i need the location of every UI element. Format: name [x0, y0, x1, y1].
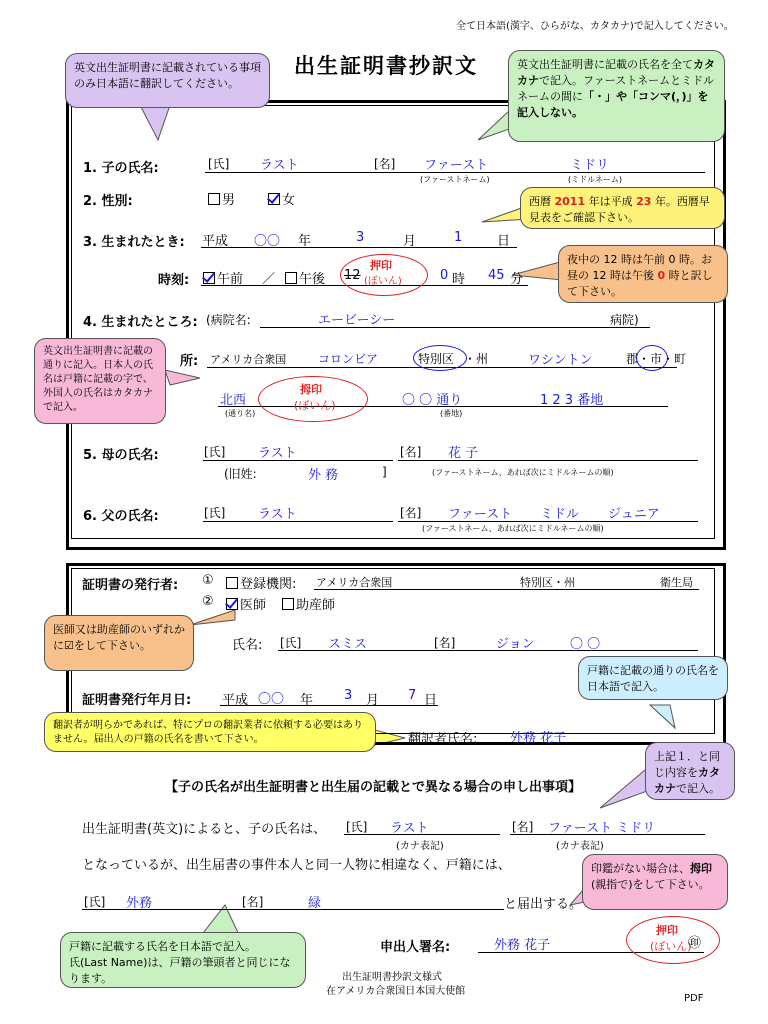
issue-month-unit: 月: [366, 693, 380, 708]
birth-time-label: 3. 生まれたとき:: [83, 235, 185, 250]
birth-year-unit: 年: [298, 234, 312, 249]
callout-address: 英文出生証明書に記載の通りに記入。日本人の氏名は戸籍に記載の字で、外国人の氏名はカタカナで記入。: [34, 338, 166, 424]
minute-value: 45: [488, 268, 505, 283]
birth-day-unit: 日: [497, 234, 511, 249]
seal-mark-icon: ㊞: [688, 936, 702, 951]
mother-mei-line: [398, 443, 698, 461]
birth-era: 平成: [202, 234, 229, 249]
am-option: 午前: [203, 268, 243, 287]
hospital-prefix: (病院名:: [206, 313, 251, 327]
address-label: 所:: [180, 354, 199, 369]
decl-line-1: 出生証明書(英文)によると、子の氏名は、: [82, 822, 327, 837]
registry-option: 登録機関:: [226, 573, 296, 592]
decl-kana-1: (カナ表記): [396, 841, 444, 852]
mother-name-label: 5. 母の氏名:: [83, 448, 159, 463]
decl-line-2: となっているが、出生届書の事件本人と同一人物に相違なく、戸籍には、: [82, 858, 511, 873]
pm-option: 午後: [285, 268, 325, 287]
registry-state: 特別区・州: [520, 576, 575, 589]
father-first-name: ファースト: [448, 507, 513, 522]
midwife-option: 助産師: [282, 594, 335, 613]
callout-translate-only: 英文出生証明書に記載されている事項のみ日本語に翻訳してください。: [65, 53, 270, 108]
address-state-suffix: ・州: [464, 352, 489, 366]
male-checkbox[interactable]: [208, 193, 220, 205]
child-last-name: ラスト: [260, 158, 299, 173]
applicant-label: 申出人署名:: [380, 940, 451, 955]
father-note: (ファーストネーム、あれば次にミドルネームの順): [422, 524, 604, 533]
doctor-last-name: スミス: [328, 637, 368, 652]
child-middle-name: ミドリ: [570, 158, 610, 173]
callout-same-katakana: 上記１．と同じ内容をカタカナで記入。: [645, 742, 735, 800]
child-shi-label: [氏]: [208, 157, 230, 171]
issue-month-value: 3: [344, 688, 353, 703]
pdf-label: PDF: [684, 993, 704, 1004]
father-name-label: 6. 父の氏名:: [83, 509, 159, 524]
doctor-shi-label: [氏]: [280, 636, 302, 650]
address-city: コロンビア: [318, 352, 379, 366]
issuer-n1: ①: [202, 573, 214, 588]
father-middle-name: ミドル: [540, 507, 580, 522]
ampm-slash: ／: [262, 272, 276, 287]
hospital-suffix: 病院): [610, 313, 639, 327]
middle-name-note: (ミドルネーム): [568, 175, 623, 184]
seal-1-label: 押印: [370, 259, 392, 272]
doctor-checkbox[interactable]: [226, 598, 238, 610]
top-note: 全て日本語(漢字、ひらがな、カタカナ)で記入してください。: [456, 21, 734, 32]
decl-shi-label: [氏]: [346, 820, 368, 834]
hour-value: 0: [440, 268, 449, 283]
seal-2-sub: (ぼいん): [294, 399, 336, 412]
section-heading: 【子の氏名が出生証明書と出生届の記載とで異なる場合の申し出事項】: [165, 780, 582, 795]
decl-koseki-last-name: 外務: [126, 896, 153, 911]
seal-2-label: 拇印: [300, 383, 322, 396]
sex-male: 男: [208, 189, 235, 208]
callout-koseki-japanese: 戸籍に記載する氏名を日本語で記入。 氏(Last Name)は、戸籍の筆頭者と同じになります。: [60, 932, 306, 988]
translator-name: 外務 花子: [510, 731, 567, 746]
father-mei-label: [名]: [400, 506, 422, 520]
pm-checkbox[interactable]: [285, 272, 297, 284]
first-name-note: (ファーストネーム): [420, 175, 490, 184]
doctor-first-name: ジョン: [496, 637, 535, 652]
seal-1-sub: (ぼいん): [364, 276, 402, 287]
issue-day-unit: 日: [424, 693, 438, 708]
sex-female: 女: [268, 189, 295, 208]
mother-first-name: 花 子: [448, 446, 479, 461]
registry-country: アメリカ合衆国: [316, 576, 393, 589]
decl-koseki-mei-label: [名]: [242, 895, 264, 909]
street-note: (通り名): [225, 409, 256, 418]
issue-day-value: 7: [408, 688, 417, 703]
decl-koseki-shi-label: [氏]: [84, 895, 106, 909]
issuer-label: 証明書の発行者:: [82, 578, 179, 593]
decl-last-name: ラスト: [390, 821, 429, 836]
registry-dept: 衛生局: [660, 576, 693, 589]
address-state: ワシントン: [528, 353, 593, 368]
callout-year-conversion: 西暦 2011 年は平成 23 年。西暦早見表をご確認下さい。: [520, 187, 725, 229]
decl-first-name: ファースト ミドリ: [548, 821, 656, 836]
issue-era: 平成: [222, 693, 249, 708]
female-checkbox[interactable]: [268, 193, 280, 205]
seal-3-sub: (ぼいん): [650, 940, 692, 953]
callout-thumbprint: 印鑑がない場合は、拇印(親指で)をして下さい。: [582, 854, 728, 910]
issue-year-unit: 年: [300, 693, 314, 708]
hospital-name: エービーシー: [318, 313, 396, 328]
father-shi-line: [203, 504, 393, 522]
maiden-label: (旧姓:: [224, 467, 257, 481]
footer-embassy: 在アメリカ合衆国日本国大使館: [326, 986, 466, 997]
address-district: 特別区: [418, 352, 455, 366]
father-shi-label: [氏]: [204, 506, 226, 520]
hour-unit: 時: [452, 272, 466, 287]
page-title: 出生証明書抄訳文: [290, 50, 482, 80]
child-name-label: 1. 子の氏名:: [83, 161, 159, 176]
decl-kana-2: (カナ表記): [556, 841, 604, 852]
issue-date-label: 証明書発行年月日:: [82, 693, 192, 708]
doctor-name-label: 氏名:: [232, 638, 263, 653]
callout-midnight: 夜中の 12 時は午前 0 時。お昼の 12 時は午後 0 時と訳して下さい。: [558, 245, 728, 303]
maiden-close: ]: [382, 465, 387, 479]
callout-doctor: 医師又は助産師のいずれかに☑をして下さい。: [44, 615, 194, 671]
father-last-name: ラスト: [258, 507, 297, 522]
doctor-option: 医師: [226, 594, 266, 613]
callout-katakana: 英文出生証明書に記載の氏名を全てカタカナで記入。ファーストネームとミドルネームの間に「・」や「コンマ(，)」を記入しない。: [508, 50, 725, 142]
birth-place-label: 4. 生まれたところ:: [83, 315, 198, 330]
birth-year-value: 〇〇: [254, 234, 281, 249]
decl-line-3: と届出する。: [504, 897, 583, 912]
address-shi: ・市: [638, 352, 663, 366]
minute-unit: 分: [510, 272, 524, 287]
address-country: アメリカ合衆国: [210, 353, 287, 366]
mother-note: (ファーストネーム、あれば次にミドルネームの順): [432, 468, 614, 477]
address-number: 1 2 3 番地: [540, 393, 604, 408]
mother-last-name: ラスト: [258, 446, 297, 461]
decl-mei-label: [名]: [512, 820, 534, 834]
issuer-n2: ②: [202, 594, 214, 609]
birth-day-value: 1: [454, 230, 463, 245]
seal-3-label: 押印: [656, 924, 678, 937]
mother-mei-label: [名]: [400, 445, 422, 459]
father-suffix: ジュニア: [608, 507, 660, 522]
doctor-middle-name: 〇 〇: [570, 637, 601, 652]
address-gun: 郡: [626, 352, 639, 366]
maiden-name: 外 務: [308, 468, 339, 483]
time-label: 時刻:: [158, 273, 190, 288]
mother-shi-line: [203, 443, 393, 461]
doctor-mei-label: [名]: [434, 636, 456, 650]
applicant-name: 外務 花子: [494, 938, 551, 953]
child-first-name: ファースト: [424, 158, 489, 173]
address-machi: ・町: [662, 352, 687, 366]
address-street-name: 〇 〇 通り: [402, 393, 463, 408]
decl-koseki-first-name: 緑: [308, 896, 322, 911]
issue-date-line: [220, 688, 438, 706]
address-street: 北西: [220, 393, 247, 408]
footer-form-name: 出生証明書抄訳文様式: [342, 972, 442, 983]
sex-label: 2. 性別:: [83, 194, 133, 209]
callout-koseki-name: 戸籍に記載の通りの氏名を日本語で記入。: [578, 656, 728, 700]
registry-checkbox[interactable]: [226, 577, 238, 589]
mother-shi-label: [氏]: [204, 445, 226, 459]
number-note: (番地): [440, 409, 463, 418]
translator-label: 翻訳者氏名:: [408, 732, 478, 747]
birth-month-unit: 月: [403, 234, 417, 249]
struck-hour: 12: [344, 268, 361, 283]
am-checkbox[interactable]: [203, 272, 215, 284]
callout-translator: 翻訳者が明らかであれば、特にプロの翻訳業者に依頼する必要はありません。届出人の戸籍の氏名を書いて下さい。: [44, 712, 376, 752]
birth-month-value: 3: [356, 230, 365, 245]
child-mei-label: [名]: [374, 157, 396, 171]
midwife-checkbox[interactable]: [282, 598, 294, 610]
issue-year-value: 〇〇: [258, 692, 285, 707]
